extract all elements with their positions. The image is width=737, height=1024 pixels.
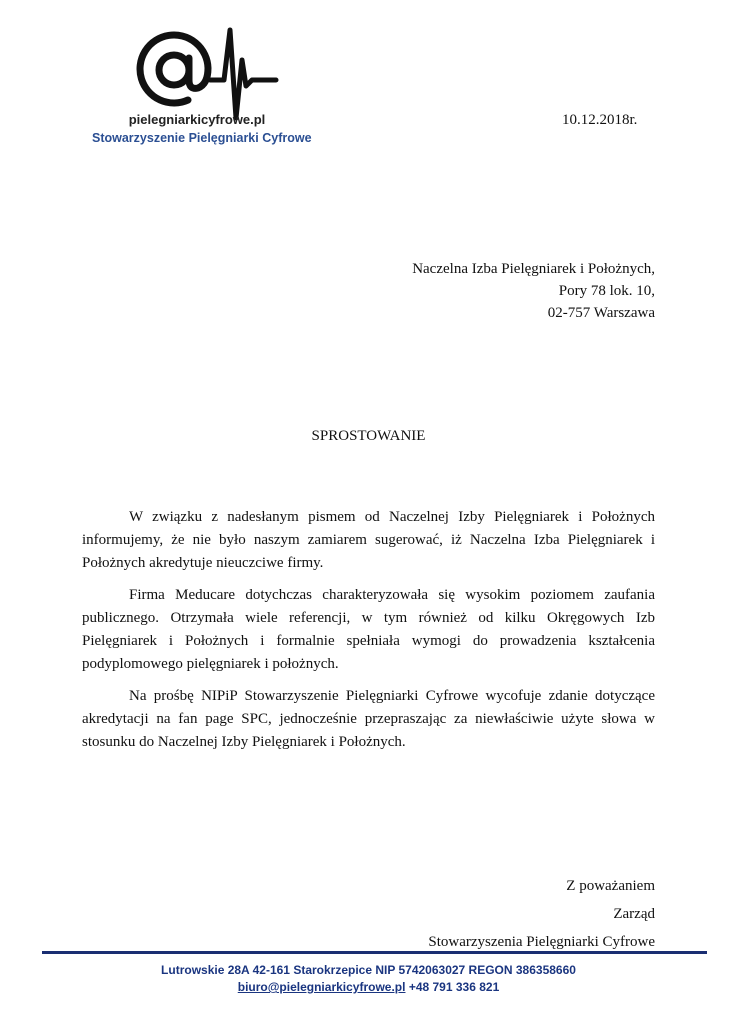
footer-divider: [42, 951, 707, 954]
recipient-line: Pory 78 lok. 10,: [558, 283, 655, 299]
recipient-line: Naczelna Izba Pielęgniarek i Położnych,: [412, 261, 655, 277]
closing-line: Stowarzyszenia Pielęgniarki Cyfrowe: [428, 934, 655, 950]
letter-body: [82, 506, 655, 763]
body-paragraph: Firma Meducare dotychczas charakteryzowała się wysokim poziomem zaufania publicznego. Otrzymała wiele referencji, w tym również od kilku Okręgowych Izb Pielęgniarek i Położnych i formalnie spełniała wymogi do prowadzenia kształcenia podyplomowego pielęgniarek i położnych.: [82, 587, 655, 672]
at-heartbeat-logo-icon: [136, 22, 286, 122]
footer: [0, 962, 737, 996]
recipient-line: 02-757 Warszawa: [547, 305, 655, 321]
recipient-address: [412, 258, 655, 324]
footer-address: Lutrowskie 28A 42-161 Starokrzepice NIP 5742063027 REGON 386358660: [161, 963, 576, 977]
logo-organization-name: Stowarzyszenie Pielęgniarki Cyfrowe: [92, 131, 312, 145]
closing-signature: [428, 872, 655, 956]
closing-line: Zarząd: [613, 906, 655, 922]
logo: [92, 22, 322, 152]
heartbeat-line-icon: [210, 30, 276, 118]
body-paragraph: W związku z nadesłanym pismem od Naczelnej Izby Pielęgniarek i Położnych informujemy, że nie było naszym zamiarem sugerować, iż Naczelna Izba Pielęgniarek i Położnych akredytuje nieuczciwe firmy.: [82, 509, 655, 571]
letter-date: 10.12.2018r.: [562, 112, 638, 128]
footer-email-link[interactable]: biuro@pielegniarkicyfrowe.pl: [237, 980, 406, 994]
logo-domain: pielegniarkicyfrowe.pl: [128, 112, 266, 127]
footer-phone: +48 791 336 821: [405, 980, 500, 994]
at-symbol-icon: [140, 35, 208, 103]
closing-line: Z poważaniem: [566, 878, 655, 894]
footer-contact: [0, 979, 737, 996]
document-title: SPROSTOWANIE: [311, 428, 426, 444]
body-paragraph: Na prośbę NIPiP Stowarzyszenie Pielęgniarki Cyfrowe wycofuje zdanie dotyczące akredytacji na fan page SPC, jednocześnie przepraszając za niewłaściwie użyte słowa w stosunku do Naczelnej Izby Pielęgniarek i Położnych.: [82, 688, 655, 750]
